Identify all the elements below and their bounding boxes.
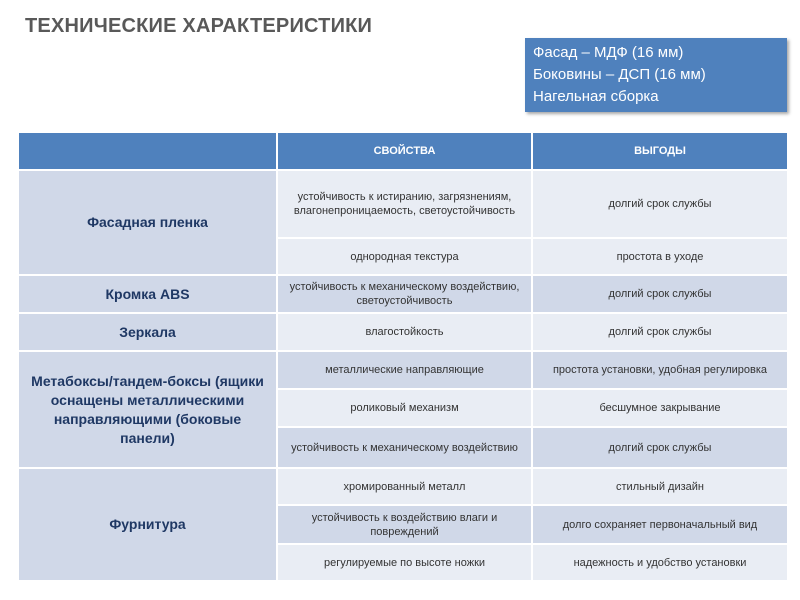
property-cell: регулируемые по высоте ножки: [277, 544, 532, 581]
benefit-cell: долгий срок службы: [532, 170, 788, 238]
table-header-row: [18, 132, 788, 170]
feature-abs-edge: Кромка ABS: [18, 275, 277, 313]
spec-line-sides: Боковины – ДСП (16 мм): [533, 66, 706, 83]
header-feature: [18, 132, 277, 170]
feature-facade-film: Фасадная пленка: [18, 170, 277, 275]
feature-metaboxes: Метабоксы/тандем-боксы (ящики оснащены металлическими направляющими (боковые панели): [18, 351, 277, 468]
specs-table: [17, 131, 789, 582]
property-cell: однородная текстура: [277, 238, 532, 275]
spec-line-facade: Фасад – МДФ (16 мм): [533, 44, 684, 61]
property-cell: устойчивость к механическому воздействию: [277, 427, 532, 468]
spec-box: [525, 38, 787, 112]
benefit-cell: долго сохраняет первоначальный вид: [532, 505, 788, 544]
feature-hardware: Фурнитура: [18, 468, 277, 581]
benefit-cell: надежность и удобство установки: [532, 544, 788, 581]
feature-mirrors: Зеркала: [18, 313, 277, 351]
property-cell: влагостойкость: [277, 313, 532, 351]
benefit-cell: долгий срок службы: [532, 427, 788, 468]
benefit-cell: стильный дизайн: [532, 468, 788, 505]
property-cell: устойчивость к механическому воздействию, светоустойчивость: [277, 275, 532, 313]
benefit-cell: простота установки, удобная регулировка: [532, 351, 788, 389]
spec-line-assembly: Нагельная сборка: [533, 88, 659, 105]
table-row: [18, 275, 788, 313]
table-row: [18, 351, 788, 389]
table-row: [18, 313, 788, 351]
table-row: [18, 170, 788, 238]
property-cell: устойчивость к истиранию, загрязнениям, влагонепроницаемость, светоустойчивость: [277, 170, 532, 238]
benefit-cell: простота в уходе: [532, 238, 788, 275]
benefit-cell: долгий срок службы: [532, 275, 788, 313]
property-cell: роликовый механизм: [277, 389, 532, 427]
header-benefits: ВЫГОДЫ: [532, 132, 788, 170]
property-cell: металлические направляющие: [277, 351, 532, 389]
benefit-cell: бесшумное закрывание: [532, 389, 788, 427]
header-properties: СВОЙСТВА: [277, 132, 532, 170]
table-row: [18, 468, 788, 505]
page-title: ТЕХНИЧЕСКИЕ ХАРАКТЕРИСТИКИ: [25, 15, 373, 37]
benefit-cell: долгий срок службы: [532, 313, 788, 351]
property-cell: хромированный металл: [277, 468, 532, 505]
property-cell: устойчивость к воздействию влаги и повреждений: [277, 505, 532, 544]
